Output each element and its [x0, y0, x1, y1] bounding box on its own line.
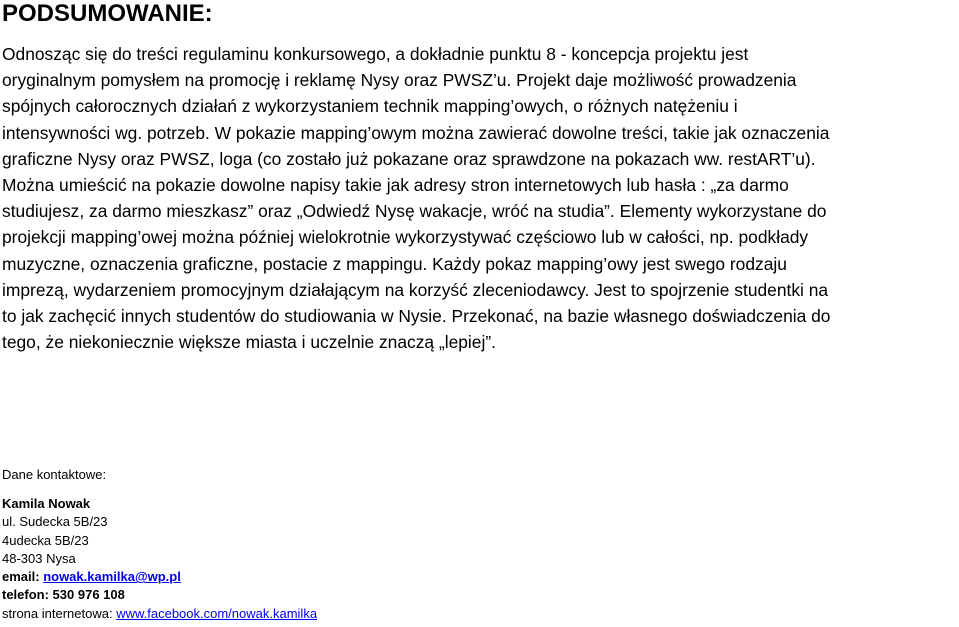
paragraph-line: studiujesz, za darmo mieszkasz” oraz „Odwiedź Nysę wakacje, wróć na studia”. Elementy wykorzystane do — [2, 201, 827, 222]
contact-heading: Dane kontaktowe: — [2, 467, 107, 482]
contact-postal-city: 48-303 Nysa — [2, 550, 76, 566]
paragraph-line: to jak zachęcić innych studentów do studiowania w Nysie. Przekonać, na bazie własnego doświadczenia do — [2, 305, 831, 326]
website-label: strona internetowa: — [2, 605, 117, 621]
contact-block — [2, 495, 317, 623]
contact-phone: telefon: 530 976 108 — [2, 587, 125, 603]
email-link[interactable]: nowak.kamilka@wp.pl — [43, 569, 181, 585]
page-title: PODSUMOWANIE: — [2, 0, 213, 27]
paragraph-line: projekcji mapping’owej można później wielokrotnie wykorzystywać częściowo lub w całości, np. podkłady — [2, 227, 809, 248]
summary-paragraph — [2, 41, 959, 355]
paragraph-line: imprezą, wydarzeniem promocyjnym działającym na korzyść zleceniodawcy. Jest to spojrzenie studentki na — [2, 279, 829, 300]
paragraph-line: graficzne Nysy oraz PWSZ, loga (co zostało już pokazane oraz sprawdzone na pokazach ww. restART’u). — [2, 148, 816, 169]
contact-name: Kamila Nowak — [2, 496, 91, 511]
email-label: email: — [2, 569, 44, 585]
website-link[interactable]: www.facebook.com/nowak.kamilka — [116, 605, 318, 621]
paragraph-line: spójnych całorocznych działań z wykorzystaniem technik mapping’owych, o różnych natężeniu i — [2, 96, 738, 117]
contact-website-row — [2, 605, 317, 623]
contact-address-line: 4udecka 5B/23 — [2, 532, 89, 548]
paragraph-line: tego, że niekoniecznie większe miasta i uczelnie znaczą „lepiej”. — [2, 332, 496, 353]
contact-street: ul. Sudecka 5B/23 — [2, 514, 108, 530]
contact-email-row — [2, 568, 317, 586]
paragraph-line: Odnosząc się do treści regulaminu konkursowego, a dokładnie punktu 8 - koncepcja projektu jest — [2, 44, 749, 64]
paragraph-line: oryginalnym pomysłem na promocję i reklamę Nysy oraz PWSZ’u. Projekt daje możliwość prowadzenia — [2, 70, 797, 91]
paragraph-line: Można umieścić na pokazie dowolne napisy takie jak adresy stron internetowych lub hasła : „za darmo — [2, 174, 789, 195]
paragraph-line: intensywności wg. potrzeb. W pokazie mapping’owym można zawierać dowolne treści, takie jak oznaczenia — [2, 122, 830, 143]
paragraph-line: muzyczne, oznaczenia graficzne, postacie z mappingu. Każdy pokaz mapping’owy jest swego rodzaju — [2, 253, 787, 274]
